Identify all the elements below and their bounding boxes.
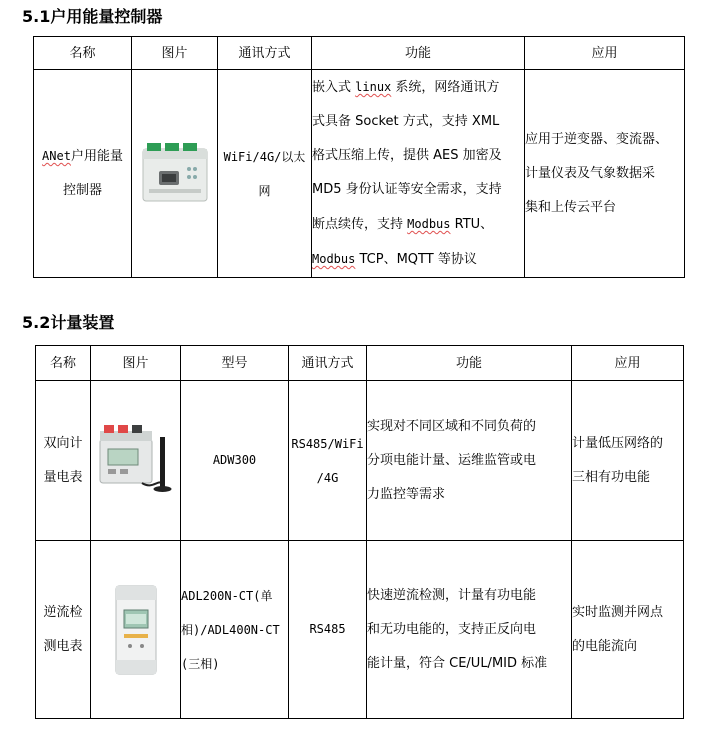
comm-cell: RS485/WiFi /4G [289, 381, 367, 541]
comm-cell [218, 70, 312, 278]
header-comm: 通讯方式 [218, 37, 312, 70]
product-name-cell: 逆流检 测电表 [36, 541, 91, 719]
header-name: 名称 [34, 37, 132, 70]
function-cell: 快速逆流检测，计量有功电能 和无功电能的，支持正反向电 能计量，符合 CE/UL/MID 标准 [367, 541, 572, 719]
header-comm: 通讯方式 [289, 346, 367, 381]
function-cell [312, 70, 525, 278]
comm-cell: RS485 [289, 541, 367, 719]
header-model: 型号 [181, 346, 289, 381]
energy-controller-device-icon [139, 141, 211, 207]
header-function: 功能 [312, 37, 525, 70]
header-application: 应用 [525, 37, 685, 70]
function-line3: 格式压缩上传，提供 AES 加密及 [312, 148, 502, 163]
energy-controller-table [33, 36, 685, 278]
product-image-cell [132, 70, 218, 278]
model-cell: ADL200N-CT(单 相)/ADL400N-CT (三相) [181, 541, 289, 719]
header-function: 功能 [367, 346, 572, 381]
table-header-row [34, 37, 685, 70]
function-line1: 嵌入式 linux 系统，网络通讯方 [312, 80, 500, 95]
product-image-cell [91, 381, 181, 541]
header-image: 图片 [91, 346, 181, 381]
metering-device-table [35, 345, 684, 719]
table-row [36, 541, 684, 719]
product-name-cell: 双向计 量电表 [36, 381, 91, 541]
function-line4: MD5 身份认证等安全需求，支持 [312, 182, 502, 197]
function-cell: 实现对不同区域和不同负荷的 分项电能计量、运维监管或电 力监控等需求 [367, 381, 572, 541]
application-cell: 实时监测并网点 的电能流向 [572, 541, 684, 719]
header-application: 应用 [572, 346, 684, 381]
header-name: 名称 [36, 346, 91, 381]
comm-line1: WiFi/4G/以太 [223, 149, 306, 164]
application-line2: 计量仪表及气象数据采 [525, 165, 656, 181]
header-image: 图片 [132, 37, 218, 70]
table-row [36, 381, 684, 541]
application-line3: 集和上传云平台 [525, 199, 617, 215]
product-name-prefix: ANet [42, 149, 71, 163]
product-name-cell [34, 70, 132, 278]
section-heading-5-1: 5.1户用能量控制器 [22, 7, 163, 26]
application-line1: 应用于逆变器、变流器、 [525, 131, 669, 147]
table-header-row [36, 346, 684, 381]
application-cell [525, 70, 685, 278]
table-row [34, 70, 685, 278]
comm-line2: 网 [258, 183, 271, 198]
function-line5: 断点续传，支持 Modbus RTU、 [312, 217, 494, 232]
model-cell: ADW300 [181, 381, 289, 541]
din-rail-meter-with-antenna-icon [94, 417, 178, 505]
application-cell: 计量低压网络的 三相有功电能 [572, 381, 684, 541]
product-image-cell [91, 541, 181, 719]
function-line6: Modbus TCP、MQTT 等协议 [312, 252, 477, 267]
product-name-rest: 户用能量 [70, 149, 123, 164]
product-name-line2: 控制器 [62, 183, 102, 198]
section-heading-5-2: 5.2计量装置 [22, 313, 115, 332]
function-line2: 式具备 Socket 方式，支持 XML [312, 114, 500, 129]
single-phase-din-meter-icon [106, 580, 166, 680]
